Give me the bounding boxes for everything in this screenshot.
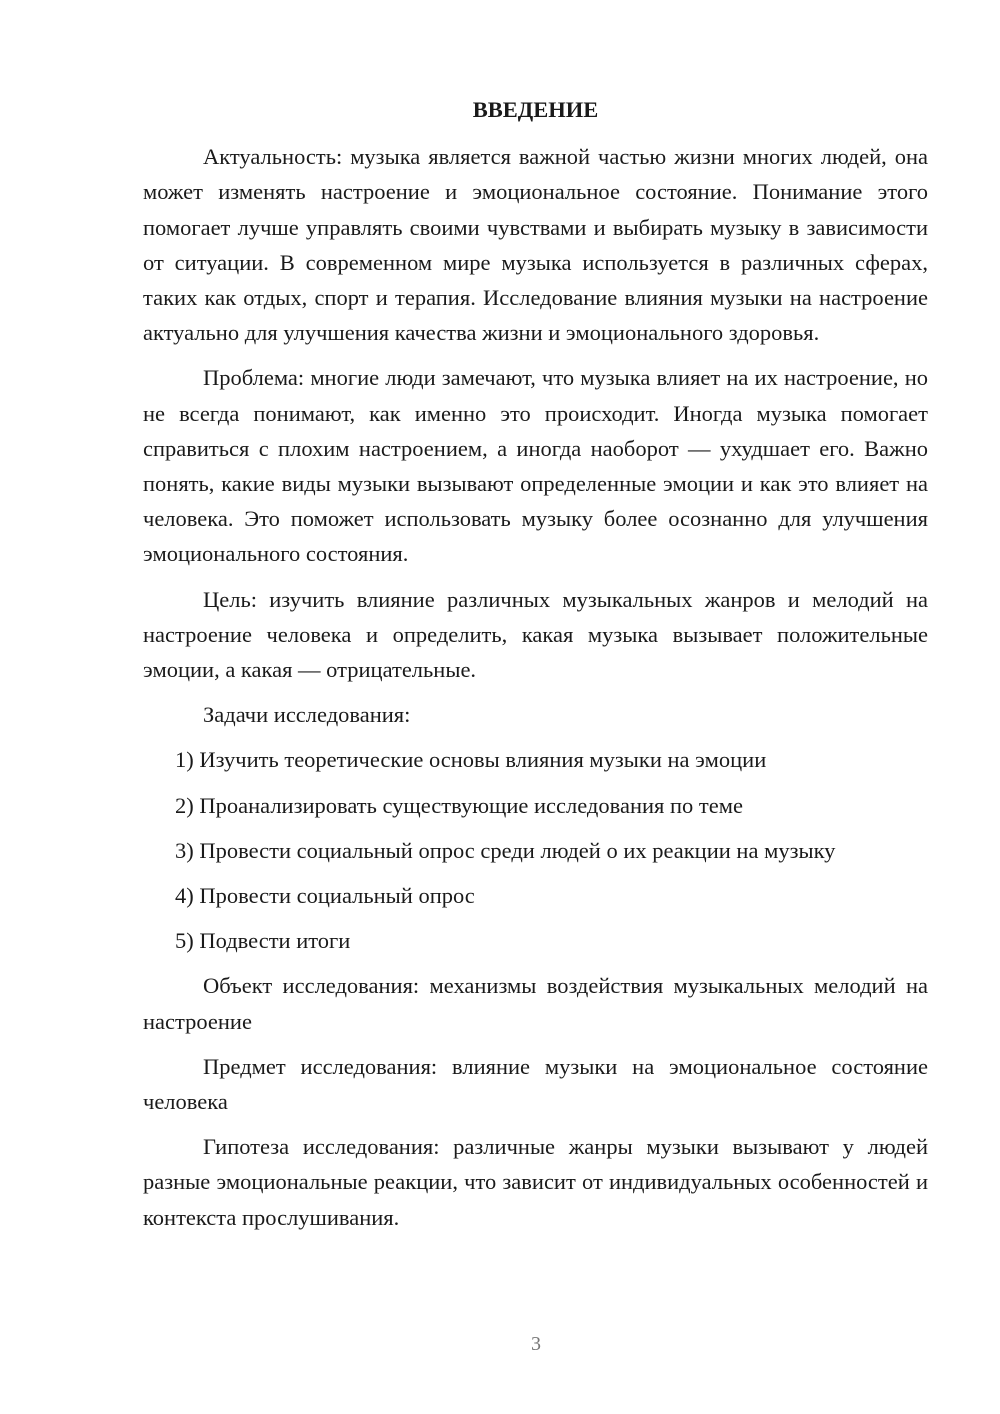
task-item-2: 2) Проанализировать существующие исследования по теме [175,792,743,818]
problem-paragraph: Проблема: многие люди замечают, что музыка влияет на их настроение, но не всегда понимают, как именно это происходит. Иногда музыка помогает справиться с плохим настроением, а иногда наоборот — ухудшает его. Важно понять, какие виды музыки вызывают определенные эмоции и как это влияет на человека. Это поможет использовать музыку более осознанно для улучшения эмоционального состояния. [143,365,928,567]
goal-paragraph: Цель: изучить влияние различных музыкальных жанров и мелодий на настроение человека и определить, какая музыка вызывает положительные эмоции, а какая — отрицательные. [143,586,928,683]
tasks-heading: Задачи исследования: [203,702,411,728]
subject-paragraph: Предмет исследования: влияние музыки на эмоциональное состояние человека [143,1053,928,1115]
page-content [143,92,928,1245]
object-paragraph: Объект исследования: механизмы воздействия музыкальных мелодий на настроение [143,973,928,1034]
task-item-5: 5) Подвести итоги [175,928,351,954]
task-item-1: 1) Изучить теоретические основы влияния музыки на эмоции [175,747,767,773]
relevance-paragraph: Актуальность: музыка является важной частью жизни многих людей, она может изменять настроение и эмоциональное состояние. Понимание этого помогает лучше управлять своими чувствами и выбирать музыку в зависимости от ситуации. В современном мире музыка используется в различных сферах, таких как отдых, спорт и терапия. Исследование влияния музыки на настроение актуально для улучшения качества жизни и эмоционального здоровья. [143,144,928,346]
hypothesis-paragraph: Гипотеза исследования: различные жанры музыки вызывают у людей разные эмоциональные реакции, что зависит от индивидуальных особенностей и контекста прослушивания. [143,1134,928,1230]
task-item-3: 3) Провести социальный опрос среди людей о их реакции на музыку [175,837,836,863]
page-number: 3 [531,1333,541,1355]
page-title: ВВЕДЕНИЕ [472,97,599,122]
task-item-4: 4) Провести социальный опрос [175,883,475,909]
